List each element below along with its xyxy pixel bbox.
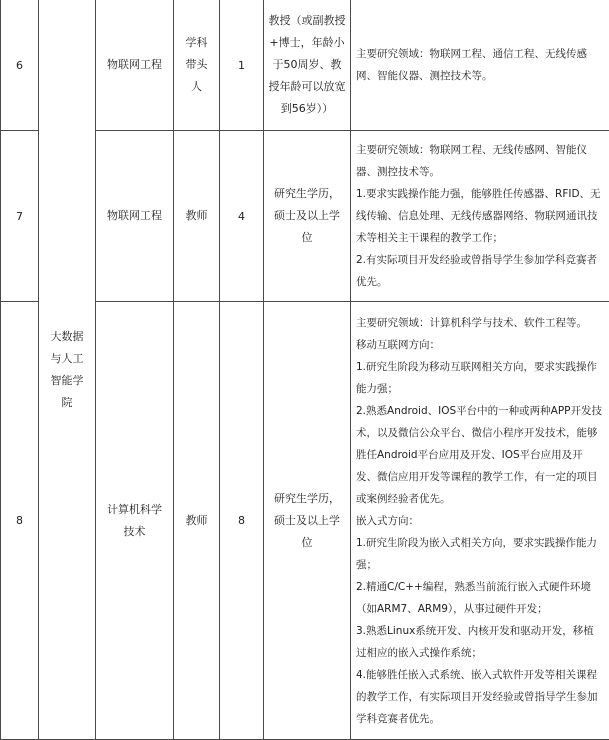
requirement-line: 移动互联网方向： (356, 334, 603, 356)
requirements-cell (351, 131, 609, 302)
requirement-line: 4.能够胜任嵌入式系统、嵌入式软件开发等相关课程的教学工作，有实际项目开发经验或曾指导学生参加学科竞赛者优先。 (356, 664, 603, 730)
position-name: 教师 (174, 203, 219, 229)
position-name: 学科带头人 (174, 32, 219, 98)
requirements-cell (351, 302, 609, 740)
major-name: 物联网工程 (96, 203, 173, 229)
row-number: 8 (1, 302, 39, 740)
education-text: 教授（或副教授+博士，年龄小于50周岁、教授年龄可以放宽到56岁）） (264, 10, 350, 120)
education-text: 研究生学历，硕士及以上学位 (264, 183, 350, 249)
requirement-line: 3.熟悉Linux系统开发、内核开发和驱动开发，移植过相应的嵌入式操作系统； (356, 620, 603, 664)
row-number: 6 (1, 0, 39, 131)
education-cell (264, 131, 351, 302)
education-cell (264, 0, 351, 131)
requirement-line: 主要研究领域：物联网工程、通信工程、无线传感网、智能仪器、测控技术等。 (356, 43, 603, 87)
major-name: 计算机科学技术 (96, 497, 173, 545)
requirement-line: 主要研究领域：计算机科学与技术、软件工程等。 (356, 312, 603, 334)
requirement-line: 1.要求实践操作能力强，能够胜任传感器、RFID、无线传输、信息处理、无线传感器网络、物联网通讯技术等相关主干课程的教学工作； (356, 183, 603, 249)
education-text: 研究生学历，硕士及以上学位 (264, 488, 350, 554)
college-cell (39, 0, 96, 740)
table-row (1, 0, 609, 131)
major-cell (96, 131, 174, 302)
position-cell (174, 131, 220, 302)
major-cell (96, 0, 174, 131)
college-name: 大数据与人工智能学院 (39, 326, 95, 414)
position-cell (174, 302, 220, 740)
requirement-line: 1.研究生阶段为嵌入式相关方向，要求实践操作能力强； (356, 532, 603, 576)
count-cell: 8 (220, 302, 264, 740)
requirement-line: 嵌入式方向： (356, 510, 603, 532)
major-name: 物联网工程 (96, 52, 173, 78)
count-cell: 1 (220, 0, 264, 131)
requirement-line: 1.研究生阶段为移动互联网相关方向，要求实践操作能力强； (356, 356, 603, 400)
major-cell (96, 302, 174, 740)
row-number: 7 (1, 131, 39, 302)
education-cell (264, 302, 351, 740)
requirement-line: 主要研究领域：物联网工程、无线传感网、智能仪器、测控技术等。 (356, 139, 603, 183)
position-name: 教师 (174, 508, 219, 534)
requirement-line: 2.精通C/C++编程，熟悉当前流行嵌入式硬件环境（如ARM7、ARM9），从事过硬件开发； (356, 576, 603, 620)
position-cell (174, 0, 220, 131)
requirement-line: 2.熟悉Android、IOS平台中的一种或两种APP开发技术，以及微信公众平台、微信小程序开发技术，能够胜任Android平台应用及开发、IOS平台应用及开发、微信应用开发等课程的教学工作，有一定的项目或案例经验者优先。 (356, 400, 603, 510)
count-cell: 4 (220, 131, 264, 302)
requirements-cell (351, 0, 609, 131)
requirement-line: 2.有实际项目开发经验或曾指导学生参加学科竞赛者优先。 (356, 249, 603, 293)
